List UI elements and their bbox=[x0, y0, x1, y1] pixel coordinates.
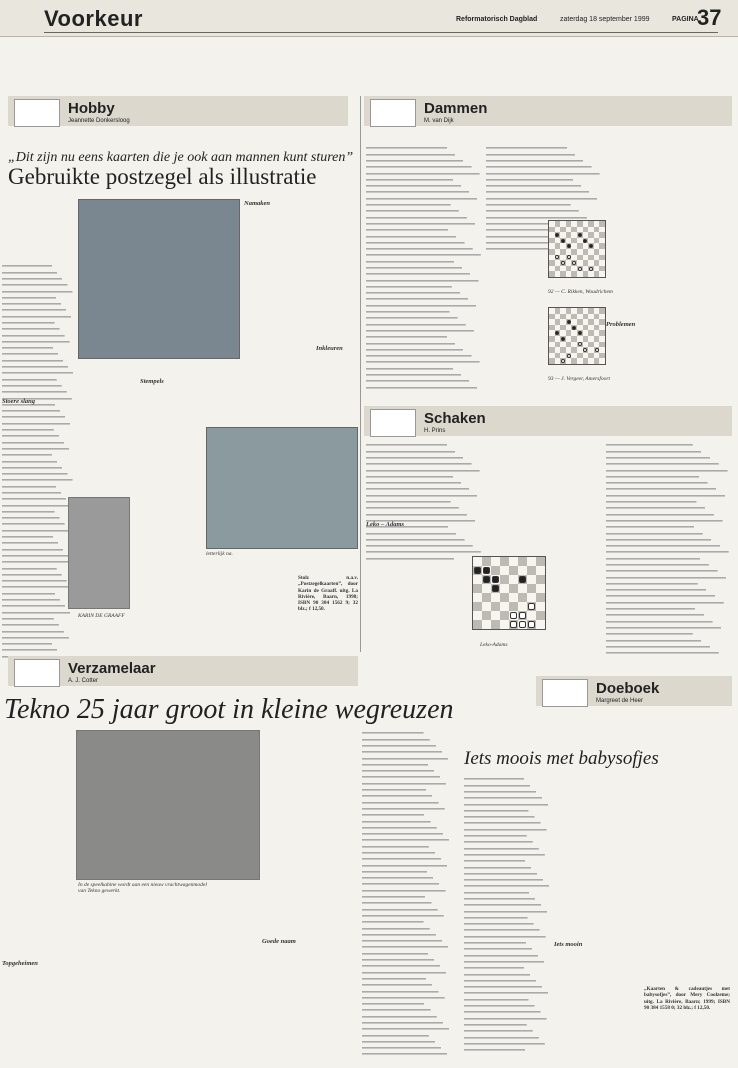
chess-square bbox=[536, 584, 545, 593]
black-piece bbox=[578, 233, 582, 237]
chess-square bbox=[491, 584, 500, 593]
chess-square bbox=[491, 593, 500, 602]
chess-square bbox=[527, 602, 536, 611]
hobby-icon bbox=[14, 99, 60, 127]
checkers-icon bbox=[370, 99, 416, 127]
hobby-subhead-stempels: Stempels bbox=[140, 378, 164, 385]
tekno-photo-caption: In de speelkabine wordt aan een nieuw vrachtwagenmodel van Tekno gewerkt. bbox=[78, 882, 207, 894]
chess-square bbox=[500, 602, 509, 611]
chess-square bbox=[473, 593, 482, 602]
chess-square bbox=[509, 593, 518, 602]
publication-date: zaterdag 18 september 1999 bbox=[560, 16, 650, 23]
chess-square bbox=[500, 593, 509, 602]
dammen-byline: M. van Dijk bbox=[424, 118, 454, 124]
black-piece bbox=[589, 244, 593, 248]
schaken-section-label: Schaken bbox=[424, 410, 486, 427]
schaken-column-1 bbox=[366, 442, 482, 562]
chess-square bbox=[518, 575, 527, 584]
draughts-diagram-93-caption: 93 — J. Vergeer, Amersfoort bbox=[548, 376, 611, 382]
chess-square bbox=[536, 602, 545, 611]
dammen-column-1 bbox=[366, 145, 482, 395]
collector-icon bbox=[14, 659, 60, 687]
chess-square bbox=[527, 575, 536, 584]
hobby-subhead-stoere-slang: Stoere slang bbox=[2, 398, 36, 405]
masthead-rule bbox=[44, 32, 718, 33]
author-portrait-photo bbox=[68, 497, 130, 609]
hobby-kicker: „Dit zijn nu eens kaarten die je ook aan mannen kunt sturen” bbox=[8, 150, 354, 165]
chess-square bbox=[518, 557, 527, 566]
chess-square bbox=[473, 620, 482, 629]
chess-square bbox=[509, 611, 518, 620]
hobby-headline: Gebruikte postzegel als illustratie bbox=[8, 164, 317, 189]
text-line bbox=[362, 1051, 450, 1057]
white-piece bbox=[561, 261, 565, 265]
verzamelaar-column-1 bbox=[2, 730, 72, 1060]
schaken-column-3 bbox=[606, 442, 730, 662]
doeboek-byline: Margreet de Heer bbox=[596, 698, 644, 704]
chess-square bbox=[518, 620, 527, 629]
chess-square bbox=[491, 602, 500, 611]
chess-square bbox=[482, 557, 491, 566]
black-piece bbox=[572, 326, 576, 330]
chess-square bbox=[482, 602, 491, 611]
doeboek-subhead: Iets mooin bbox=[554, 941, 583, 948]
dammen-section-header bbox=[364, 96, 732, 126]
white-piece bbox=[589, 267, 593, 271]
chess-square bbox=[482, 584, 491, 593]
chess-square bbox=[527, 557, 536, 566]
hobby-book-info bbox=[298, 575, 358, 617]
black-piece bbox=[561, 337, 565, 341]
chess-square bbox=[473, 611, 482, 620]
column-divider bbox=[360, 96, 361, 652]
chess-square bbox=[500, 584, 509, 593]
page-number: 37 bbox=[697, 5, 722, 30]
hobby-subhead-namaken: Namaken bbox=[244, 200, 270, 207]
doeboek-column-2 bbox=[554, 776, 640, 1056]
verzamelaar-section-header bbox=[8, 656, 358, 686]
text-line bbox=[606, 650, 730, 656]
hobby-column-1-subhead bbox=[2, 398, 74, 414]
verzamelaar-byline: A. J. Cotter bbox=[68, 678, 99, 684]
chess-square bbox=[509, 620, 518, 629]
black-piece bbox=[567, 244, 571, 248]
chess-square bbox=[536, 611, 545, 620]
section-title: Voorkeur bbox=[44, 6, 143, 31]
newspaper-name: Reformatorisch Dagblad bbox=[456, 16, 538, 23]
text-line bbox=[464, 1047, 550, 1053]
chess-square bbox=[482, 566, 491, 575]
hobby-subhead-inkleuren: Inkleuren bbox=[316, 345, 343, 352]
black-piece bbox=[583, 239, 587, 243]
dammen-section-label: Dammen bbox=[424, 100, 488, 117]
hobby-section-header bbox=[8, 96, 348, 126]
white-piece bbox=[583, 348, 587, 352]
white-chess-piece bbox=[528, 603, 534, 609]
chess-square bbox=[509, 602, 518, 611]
white-piece bbox=[578, 342, 582, 346]
doeboek-column-1 bbox=[464, 776, 550, 1056]
chess-square bbox=[473, 557, 482, 566]
chess-square bbox=[491, 566, 500, 575]
chess-square bbox=[500, 575, 509, 584]
verzamelaar-headline: Tekno 25 jaar groot in kleine wegreuzen bbox=[4, 694, 454, 725]
white-piece bbox=[578, 267, 582, 271]
chess-square bbox=[473, 566, 482, 575]
chess-square bbox=[473, 584, 482, 593]
chess-square bbox=[536, 620, 545, 629]
chess-square bbox=[509, 584, 518, 593]
chess-square bbox=[527, 620, 536, 629]
postage-stamp-card-illustration bbox=[78, 199, 240, 359]
schaken-game-title-wrap bbox=[366, 521, 482, 537]
craft-icon bbox=[542, 679, 588, 707]
white-piece bbox=[572, 261, 576, 265]
chess-square bbox=[527, 584, 536, 593]
black-chess-piece bbox=[492, 585, 498, 591]
white-piece bbox=[595, 348, 599, 352]
white-chess-piece bbox=[519, 621, 525, 627]
verzamelaar-column-3 bbox=[262, 730, 358, 1060]
author-photo-caption: KARIN DE GRAAFF bbox=[78, 613, 125, 619]
verzamelaar-subhead-goede-naam: Goede naam bbox=[262, 938, 296, 945]
chess-square bbox=[473, 575, 482, 584]
chess-square bbox=[518, 584, 527, 593]
chess-square bbox=[500, 611, 509, 620]
text-line bbox=[366, 555, 482, 561]
dammen-subhead-problemen: Problemen bbox=[606, 321, 636, 328]
hobby-column-1 bbox=[2, 200, 74, 660]
chess-square bbox=[518, 566, 527, 575]
draughts-diagram-93 bbox=[548, 307, 606, 365]
hobby-section-label: Hobby bbox=[68, 100, 115, 117]
chess-square bbox=[536, 566, 545, 575]
chess-square bbox=[491, 620, 500, 629]
white-piece bbox=[561, 359, 565, 363]
chess-square bbox=[536, 593, 545, 602]
black-piece bbox=[555, 233, 559, 237]
doeboek-section-label: Doeboek bbox=[596, 680, 660, 697]
chess-square bbox=[500, 557, 509, 566]
black-chess-piece bbox=[483, 576, 489, 582]
black-piece bbox=[578, 331, 582, 335]
chess-square bbox=[491, 575, 500, 584]
chess-square bbox=[509, 557, 518, 566]
schaken-game-title: Leko – Adams bbox=[366, 521, 405, 528]
white-piece bbox=[567, 354, 571, 358]
hobby-byline: Jeannette Donkersloog bbox=[68, 118, 130, 124]
verzamelaar-subhead-topgeheimen: Topgeheimen bbox=[2, 960, 38, 967]
hobby-book-info-text: Stolz n.a.v. „Postzegelkaarten”, door Karin de Graaff. uitg. La Rivière, Baarn, 1998; ISBN 90 384 1562 9; 32 blz.; f 12,50. bbox=[298, 575, 358, 613]
chess-square bbox=[527, 593, 536, 602]
chess-square bbox=[482, 611, 491, 620]
chess-square bbox=[518, 602, 527, 611]
tekno-factory-photo bbox=[76, 730, 260, 880]
chess-square bbox=[536, 575, 545, 584]
chess-square bbox=[482, 575, 491, 584]
schaken-section-header bbox=[364, 406, 732, 436]
chess-square bbox=[482, 620, 491, 629]
black-piece bbox=[555, 331, 559, 335]
black-chess-piece bbox=[483, 567, 489, 573]
page-label: PAGINA bbox=[672, 16, 699, 23]
chess-square bbox=[491, 557, 500, 566]
chess-square bbox=[518, 593, 527, 602]
white-piece bbox=[567, 255, 571, 259]
chess-square bbox=[527, 566, 536, 575]
black-chess-piece bbox=[474, 567, 480, 573]
black-chess-piece bbox=[519, 576, 525, 582]
white-chess-piece bbox=[528, 621, 534, 627]
board-square bbox=[599, 358, 605, 364]
doeboek-headline: Iets moois met babysofjes bbox=[464, 748, 659, 769]
white-chess-piece bbox=[510, 621, 516, 627]
chess-square bbox=[509, 566, 518, 575]
text-line bbox=[366, 384, 482, 390]
black-piece bbox=[567, 320, 571, 324]
chess-square bbox=[473, 602, 482, 611]
black-chess-piece bbox=[492, 576, 498, 582]
white-chess-piece bbox=[519, 612, 525, 618]
masthead bbox=[0, 0, 738, 37]
hobby-column-2-subhead bbox=[140, 378, 200, 394]
chess-square bbox=[500, 566, 509, 575]
chess-square bbox=[518, 611, 527, 620]
doeboek-book-info: „Kaarten & cadeautjes met babysofjes”, door Mery Coolzeme; uitg. La Rivière, Baarn; 1999; ISBN 90 384 1558 0; 32 blz.; f 12,50. bbox=[644, 986, 730, 1011]
white-piece bbox=[555, 255, 559, 259]
draughts-diagram-92-caption: 92 — C. Rikken, Woudrichem bbox=[548, 289, 613, 295]
chess-square bbox=[509, 575, 518, 584]
board-square bbox=[599, 271, 605, 277]
verzamelaar-column-4 bbox=[362, 730, 450, 1060]
chess-diagram-caption: Leko-Adams bbox=[480, 642, 508, 648]
wave-stamp-caption: letterlijk na. bbox=[206, 551, 233, 557]
dammen-column-3 bbox=[606, 145, 730, 395]
verzamelaar-section-label: Verzamelaar bbox=[68, 660, 156, 677]
chess-diagram bbox=[472, 556, 546, 630]
chess-square bbox=[500, 620, 509, 629]
chess-icon bbox=[370, 409, 416, 437]
chess-square bbox=[482, 593, 491, 602]
doeboek-column-3 bbox=[644, 776, 730, 1056]
chess-square bbox=[536, 557, 545, 566]
chess-square bbox=[491, 611, 500, 620]
draughts-diagram-92 bbox=[548, 220, 606, 278]
schaken-byline: H. Prins bbox=[424, 428, 446, 434]
white-chess-piece bbox=[510, 612, 516, 618]
wave-stamp-card-illustration bbox=[206, 427, 358, 549]
chess-square bbox=[527, 611, 536, 620]
black-piece bbox=[561, 239, 565, 243]
